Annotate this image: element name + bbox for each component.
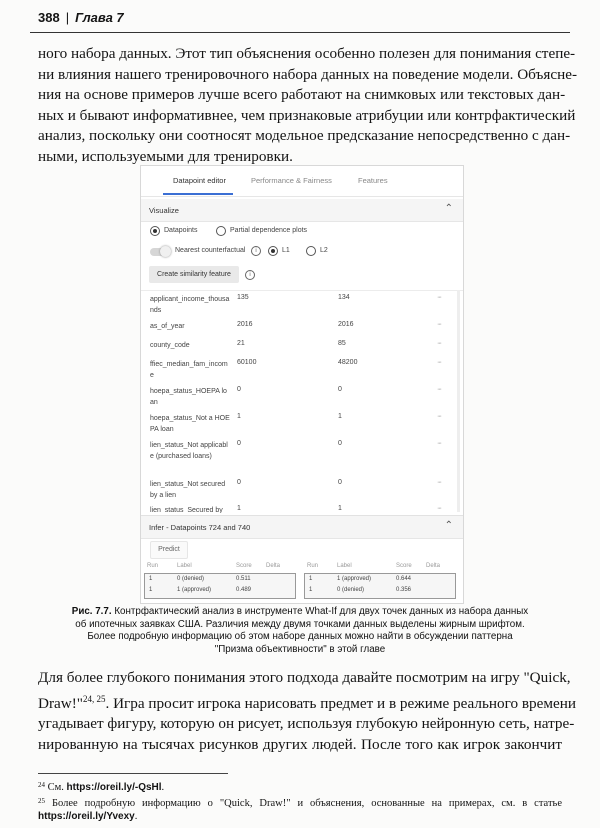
col-delta: Delta [266,563,281,569]
l2-radio[interactable] [306,246,316,256]
col-delta: Delta [426,563,441,569]
feature-name: lien_status_Not applicable (purchased loans) [150,442,228,460]
feature-name: applicant_income_thousands [150,296,230,314]
footnote-text: См. [47,782,67,793]
more-icon[interactable]: ··· [437,479,441,486]
value-datapoint-2[interactable]: 1 [338,505,342,512]
col-run: Run [307,563,319,569]
feature-name: county_code [150,342,190,349]
info-icon[interactable]: i [251,246,261,256]
footnote-text: . [134,811,138,822]
score-cell: 0.644 [396,576,412,582]
value-datapoint-1[interactable]: 135 [237,294,249,301]
caption-line: Более подробную информацию об этом наборе данных можно найти в обсуждении паттерна [87,631,513,642]
footnote-number: 24 [38,781,45,789]
text-line: ными, используемыми для тренировки. [38,147,293,165]
run-cell: 1 [149,576,153,582]
infer-title: Infer - Datapoints 724 and 740 [149,523,251,532]
text-line: анализ, поскольку они соотносят модельное предсказание непосредственно с дан- [38,127,571,144]
visualize-title: Visualize [149,206,179,215]
tab-bar [141,166,463,197]
value-datapoint-2[interactable]: 48200 [338,359,358,366]
more-icon[interactable]: ··· [437,321,441,328]
text-line: ния на основе примеров лучше всего работают на снимковых или текстовых дан- [38,86,566,103]
text-fragment: Draw!" [38,694,83,712]
partial-dependence-label: Partial dependence plots [230,227,308,234]
score-cell: 0.489 [236,587,252,593]
footnote-link[interactable]: https://oreil.ly/-QsHl [66,782,162,793]
value-datapoint-2[interactable]: 2016 [338,321,354,328]
footnote-rule [38,773,228,774]
info-icon[interactable]: i [245,270,255,280]
run-cell: 1 [309,587,313,593]
footnote-number: 25 [38,797,45,805]
value-datapoint-1[interactable]: 1 [237,413,241,420]
feature-name: hoepa_status_HOEPA loan [150,388,227,406]
footnote-link[interactable]: https://oreil.ly/Yvexy [38,811,135,822]
tab-performance-fairness[interactable]: Performance & Fairness [251,176,332,185]
nearest-counterfactual-toggle[interactable] [150,248,170,256]
col-score: Score [236,563,252,569]
results-box [144,573,296,599]
feature-name: ffiec_median_fam_income [150,361,228,379]
col-label: Label [337,563,352,569]
run-cell: 1 [149,587,153,593]
l2-label: L2 [320,247,328,254]
value-datapoint-1[interactable]: 2016 [237,321,253,328]
feature-name: as_of_year [150,323,185,330]
value-datapoint-2[interactable]: 134 [338,294,350,301]
footnote-25 [38,797,562,823]
caption-line: Контрфактический анализ в инструменте What-If для двух точек данных из набора данных [114,606,529,617]
text-line: ни влияния нашего тренировочного набора данных на поведение модели. Объясне- [38,65,578,83]
predict-button[interactable]: Predict [150,541,188,559]
value-datapoint-2[interactable]: 0 [338,440,342,447]
value-datapoint-2[interactable]: 0 [338,479,342,486]
col-score: Score [396,563,412,569]
footnote-line [38,797,562,810]
label-cell: 0 (denied) [337,587,365,593]
text-fragment: Для более глубокого понимания этого подхода давайте посмотрим на игру "Quick, [38,669,571,686]
feature-name: hoepa_status_Not a HOEPA loan [150,415,230,433]
footnote-text: . [161,782,165,793]
tab-datapoint-editor[interactable]: Datapoint editor [173,176,226,185]
col-run: Run [147,563,159,569]
header-separator: | [65,10,70,25]
value-datapoint-2[interactable]: 0 [338,386,342,393]
text-line [38,689,577,715]
text-line: нированную на тысячах рисунков других людей. После того как игрок закончит [38,735,562,753]
results-table-right [301,563,463,603]
footnote-ref[interactable]: 24, 25 [83,693,106,704]
value-datapoint-1[interactable]: 60100 [237,359,257,366]
caption-line: "Призма объективности" в этой главе [214,643,386,655]
label-cell: 1 (approved) [337,576,372,582]
col-label: Label [177,563,192,569]
footnote-text: Более подробную информацию о "Quick, Draw!" и объяснения, основанные на примерах, см. в статье [51,798,562,809]
what-if-tool-screenshot [140,165,464,604]
more-icon[interactable]: ··· [437,413,441,420]
value-datapoint-1[interactable]: 0 [237,440,241,447]
feature-table [141,290,463,513]
figure-caption [38,606,562,656]
partial-dependence-radio[interactable] [216,226,226,236]
text-line: ного набора данных. Этот тип объяснения особенно полезен для понимания степе- [38,45,576,62]
value-datapoint-1[interactable]: 1 [237,505,241,512]
text-line: ных и бывают информативнее, чем признаковые атрибуции или контрфактический [38,106,576,124]
value-datapoint-1[interactable]: 0 [237,386,241,393]
infer-header[interactable] [141,515,463,539]
l1-label: L1 [282,247,290,254]
page-number: 388 [38,10,60,25]
create-similarity-feature-button[interactable]: Create similarity feature [149,266,239,283]
chevron-up-icon[interactable]: ⌃ [444,203,453,214]
value-datapoint-2[interactable]: 85 [338,340,346,347]
header-rule [30,32,570,33]
results-box [304,573,456,599]
run-cell: 1 [309,576,313,582]
text-fragment: . Игра просит игрока нарисовать предмет и в режиме реального времени [105,694,577,712]
score-cell: 0.356 [396,587,412,593]
more-icon[interactable]: ··· [437,440,441,447]
caption-line: об ипотечных заявках США. Различия между двумя точками данных выделены жирным шрифтом. [75,618,525,630]
label-cell: 1 (approved) [177,587,212,593]
more-icon[interactable]: ··· [437,340,441,347]
table-scrollbar[interactable] [457,290,460,512]
active-tab-indicator [163,193,233,195]
feature-name: lien_status_Not secured by a lien [150,481,226,499]
score-cell: 0.511 [236,576,251,582]
chapter-title: Глава 7 [75,10,124,25]
more-icon[interactable]: ··· [437,386,441,393]
l1-radio[interactable] [268,246,278,256]
label-cell: 0 (denied) [177,576,205,582]
page-header [38,10,568,25]
feature-name: lien_status_Secured by [150,507,223,513]
more-icon[interactable]: ··· [437,359,441,366]
value-datapoint-1[interactable]: 0 [237,479,241,486]
visualize-header[interactable] [141,199,463,222]
tab-features[interactable]: Features [358,176,388,185]
results-table-left [141,563,301,603]
text-line: угадывает фигуру, которую он рисует, используя глубокую нейронную сеть, натре- [38,715,575,733]
text-line [38,668,571,689]
datapoints-label: Datapoints [164,227,198,234]
more-icon[interactable]: ··· [437,294,441,301]
more-icon[interactable]: ··· [437,505,441,512]
footnote-24 [38,781,562,794]
datapoints-radio[interactable] [150,226,160,236]
paragraph-2 [38,668,577,755]
paragraph-1 [38,44,578,167]
footnote-line [38,810,562,823]
value-datapoint-1[interactable]: 21 [237,340,245,347]
nearest-counterfactual-label: Nearest counterfactual [175,247,246,254]
value-datapoint-2[interactable]: 1 [338,413,342,420]
chevron-up-icon[interactable]: ⌃ [444,520,453,531]
caption-label: Рис. 7.7. [71,606,112,617]
